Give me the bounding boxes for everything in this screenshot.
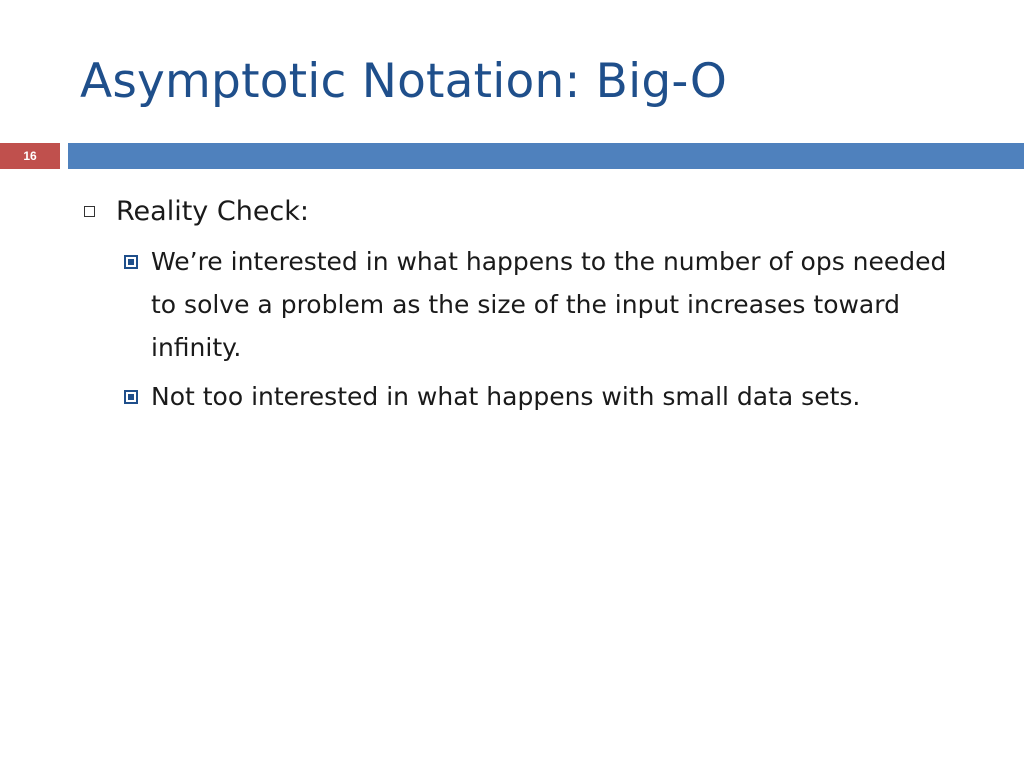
bullet-level-2 bbox=[80, 375, 971, 418]
filled-square-icon bbox=[124, 390, 138, 404]
bullet-text: Reality Check: bbox=[116, 196, 310, 227]
sub-bullet-text: Not too interested in what happens with small data sets. bbox=[151, 382, 861, 411]
filled-square-icon bbox=[124, 255, 138, 269]
sub-bullet-text: We’re interested in what happens to the number of ops needed to solve a problem as the size of the input increases toward infinity. bbox=[151, 247, 947, 362]
bullet-level-1 bbox=[80, 192, 980, 232]
slide-number-badge: 16 bbox=[0, 143, 60, 169]
sub-bullet-list bbox=[80, 240, 980, 418]
slide-content bbox=[80, 192, 980, 424]
slide-title: Asymptotic Notation: Big-O bbox=[80, 54, 728, 109]
hollow-square-icon bbox=[84, 206, 95, 217]
title-rule-bar bbox=[68, 143, 1024, 169]
bullet-level-2 bbox=[80, 240, 971, 369]
